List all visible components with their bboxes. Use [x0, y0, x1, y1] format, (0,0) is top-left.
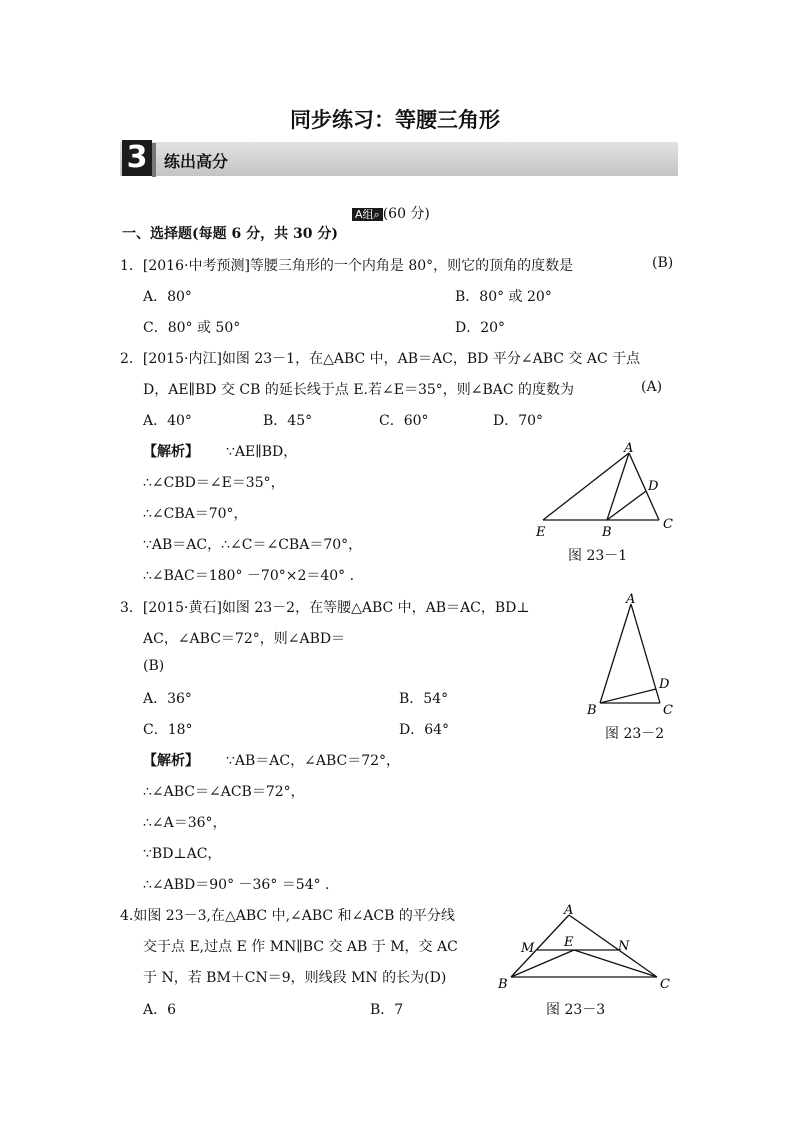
q2-option-c: C．60° [379, 413, 429, 429]
q2-option-a: A．40° [143, 413, 192, 429]
fig2-label-a: A [626, 592, 636, 607]
q2-analysis-1: ∵AE∥BD， [226, 444, 298, 460]
q3-analysis-1: ∵AB＝AC，∠ABC＝72°， [226, 753, 401, 769]
fig1-line-ab [607, 453, 629, 520]
fig2-line-bd [600, 689, 656, 703]
group-header [352, 203, 430, 223]
fig1-label-d: D [648, 479, 659, 494]
group-tag: A组⌕ [352, 208, 383, 221]
figure-23-3 [494, 900, 684, 995]
q4-option-a: A．6 [143, 1002, 177, 1018]
fig3-label-e: E [564, 935, 574, 950]
q3-answer: (B) [143, 658, 165, 674]
fig3-label-m: M [521, 941, 535, 956]
q3-option-a: A．36° [143, 691, 192, 707]
fig1-label-e: E [536, 525, 546, 540]
fig1-line-ae [543, 453, 629, 520]
q2-answer: (A) [641, 379, 663, 395]
banner-text: 练出高分 [164, 152, 229, 171]
figure-23-1 [530, 438, 690, 548]
fig3-label-b: B [498, 977, 508, 992]
q3-option-d: D．64° [399, 722, 450, 738]
fig3-line-ce [574, 950, 657, 977]
banner-number-shadow [152, 143, 156, 177]
q2-analysis-label: 【解析】 [143, 444, 199, 460]
figure-23-1-caption: 图 23－1 [568, 548, 628, 564]
q2-analysis-2: ∴∠CBD＝∠E＝35°， [143, 475, 285, 491]
figure-23-3-caption: 图 23－3 [546, 1002, 606, 1018]
q3-analysis-5: ∴∠ABD＝90° －36° ＝54° . [143, 877, 330, 893]
q4-line3: 于 N，若 BM＋CN＝9，则线段 MN 的长为(D) [143, 970, 447, 986]
fig2-label-b: B [587, 703, 597, 718]
fig3-line-ab [511, 915, 569, 977]
group-score: (60 分) [382, 206, 430, 222]
q1-option-a: A．80° [143, 289, 192, 305]
q3-analysis-4: ∵BD⊥AC， [143, 846, 222, 862]
figure-23-2-caption: 图 23－2 [605, 726, 665, 742]
q3-analysis-2: ∴∠ABC＝∠ACB＝72°， [143, 784, 305, 800]
fig1-line-bd [607, 491, 646, 520]
q2-line1: 2．[2015·内江]如图 23－1，在△ABC 中，AB＝AC，BD 平分∠ABC 交 AC 于点 [120, 351, 641, 367]
q2-analysis-3: ∴∠CBA＝70°， [143, 506, 248, 522]
fig3-label-n: N [618, 939, 630, 954]
q2-option-d: D．70° [493, 413, 544, 429]
fig2-label-d: D [659, 677, 670, 692]
q1-option-c: C．80° 或 50° [143, 320, 241, 336]
q1-option-b: B．80° 或 20° [455, 289, 552, 305]
fig1-label-c: C [663, 517, 673, 532]
q2-analysis-5: ∴∠BAC＝180° －70°×2＝40° . [143, 568, 355, 584]
fig1-label-b: B [602, 525, 612, 540]
q1-option-d: D．20° [455, 320, 506, 336]
q3-line1: 3．[2015·黄石]如图 23－2，在等腰△ABC 中，AB＝AC，BD⊥ [120, 600, 530, 616]
fig2-line-ab [600, 604, 631, 703]
q4-line2: 交于点 E,过点 E 作 MN∥BC 交 AB 于 M，交 AC [143, 939, 458, 955]
q2-option-b: B．45° [263, 413, 313, 429]
q1-answer: (B) [652, 255, 674, 271]
q4-option-b: B．7 [370, 1002, 404, 1018]
fig2-label-c: C [663, 703, 673, 718]
q3-analysis-label: 【解析】 [143, 753, 199, 769]
q3-option-b: B．54° [399, 691, 449, 707]
fig3-line-ac [569, 915, 657, 977]
fig3-label-c: C [660, 977, 670, 992]
fig3-label-a: A [564, 903, 574, 918]
page-title: 同步练习：等腰三角形 [290, 108, 500, 132]
q4-line1: 4.如图 23－3,在△ABC 中,∠ABC 和∠ACB 的平分线 [120, 908, 455, 924]
q3-analysis-3: ∴∠A＝36°， [143, 815, 227, 831]
magnifier-icon: ⌕ [373, 208, 380, 221]
banner-number: 3 [122, 140, 152, 176]
section-heading: 一、选择题(每题 6 分，共 30 分) [122, 226, 338, 242]
fig2-line-ac [631, 604, 660, 703]
q2-analysis-4: ∵AB＝AC，∴∠C＝∠CBA＝70°， [143, 537, 363, 553]
figure-23-2 [583, 590, 693, 720]
q3-option-c: C．18° [143, 722, 193, 738]
q2-line2: D，AE∥BD 交 CB 的延长线于点 E.若∠E＝35°，则∠BAC 的度数为 [143, 382, 575, 398]
q3-line2: AC，∠ABC＝72°，则∠ABD＝ [143, 631, 346, 647]
fig1-label-a: A [624, 441, 634, 456]
q1-stem: 1．[2016·中考预测]等腰三角形的一个内角是 80°，则它的顶角的度数是 [120, 258, 574, 274]
